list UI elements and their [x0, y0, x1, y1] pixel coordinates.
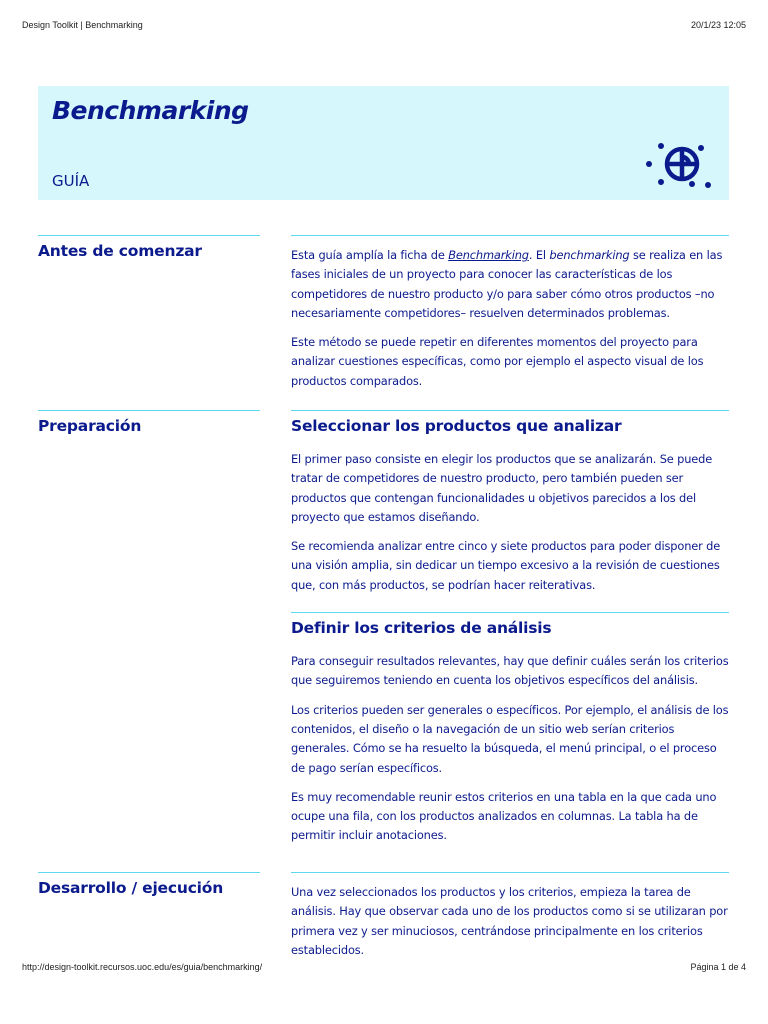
print-footer	[22, 962, 746, 972]
section-body	[291, 872, 729, 970]
paragraph: Los criterios pueden ser generales o específicos. Por ejemplo, el análisis de los contenidos, el diseño o la navegación de un sitio web serían criterios generales. Cómo se ha resuelto la búsqueda, el menú principal, o el proceso de pago serían específicos.	[291, 702, 729, 775]
subsection-definir-criterios	[291, 612, 729, 846]
benchmarking-logo-icon	[644, 138, 716, 198]
paragraph	[291, 246, 729, 323]
print-footer-url: http://design-toolkit.recursos.uoc.edu/es/guia/benchmarking/	[22, 962, 263, 972]
section-heading-col	[38, 235, 260, 260]
section-title: Antes de comenzar	[38, 242, 202, 260]
paragraph: Para conseguir resultados relevantes, hay que definir cuáles serán los criterios que seguiremos teniendo en cuenta los objetivos específicos del análisis.	[291, 654, 729, 688]
section-body	[291, 235, 729, 401]
text-span: Esta guía amplía la ficha de	[291, 248, 449, 262]
text-span: se realiza en las fases iniciales de un proyecto para conocer las características de los competidores de nuestro producto y/o para saber cómo otros productos –no necesariamente competidores– resuelven determinados problemas.	[291, 248, 723, 320]
print-header-datetime: 20/1/23 12:05	[690, 20, 746, 30]
text-span: . El	[528, 248, 550, 262]
paragraph: Este método se puede repetir en diferentes momentos del proyecto para analizar cuestiones específicas, como por ejemplo el aspecto visual de los productos comparados.	[291, 335, 704, 388]
print-header-title: Design Toolkit | Benchmarking	[22, 20, 143, 30]
paragraph: Es muy recomendable reunir estos criterios en una tabla en la que cada uno ocupe una fila, con los productos analizados en columnas. La tabla ha de permitir incluir anotaciones.	[291, 789, 717, 843]
subsection-title: Definir los criterios de análisis	[291, 619, 552, 638]
section-body	[291, 410, 729, 856]
print-footer-page: Página 1 de 4	[690, 962, 746, 972]
print-header	[22, 20, 746, 30]
paragraph: El primer paso consiste en elegir los productos que se analizarán. Se puede tratar de competidores de nuestro producto, pero también pueden ser productos que contengan funcionalidades u objetivos parecidos a los del proyecto que estamos diseñando.	[291, 452, 713, 524]
section-title: Desarrollo / ejecución	[38, 879, 224, 897]
subsection-title: Seleccionar los productos que analizar	[291, 417, 622, 435]
page-category: GUÍA	[52, 172, 90, 190]
paragraph: Se recomienda analizar entre cinco y siete productos para poder disponer de una visión amplia, sin dedicar un tiempo excesivo a la revisión de cuestiones que, con más productos, se podrían hacer reiterativas.	[291, 539, 721, 592]
page-title: Benchmarking	[52, 96, 249, 125]
section-heading-col	[38, 872, 260, 897]
subsection-seleccionar-productos	[291, 410, 729, 595]
benchmarking-link[interactable]: Benchmarking	[448, 248, 529, 262]
section-heading-col	[38, 410, 260, 435]
paragraph: Una vez seleccionados los productos y los criterios, empieza la tarea de análisis. Hay que observar cada uno de los productos como si se utilizaran por primera vez y ser minuciosos, centrándose principalmente en los criterios establecidos.	[291, 885, 728, 957]
section-title: Preparación	[38, 417, 142, 435]
emphasis-text: benchmarking	[549, 248, 630, 262]
hero-banner	[38, 86, 729, 200]
